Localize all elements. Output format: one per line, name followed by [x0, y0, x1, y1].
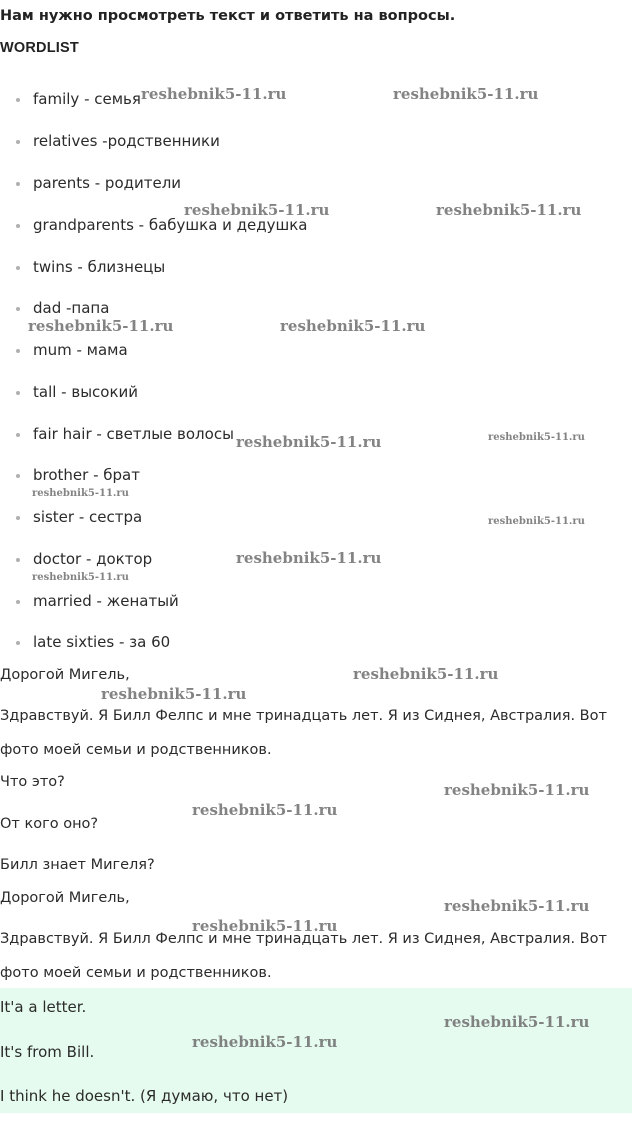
letter-greeting: Дорогой Мигель, — [0, 667, 130, 683]
list-item: family - семья — [33, 90, 141, 108]
watermark: reshebnik5-11.ru — [393, 85, 539, 103]
watermark: reshebnik5-11.ru — [444, 897, 590, 915]
watermark: reshebnik5-11.ru — [192, 917, 338, 935]
list-item: relatives -родственники — [33, 132, 220, 150]
letter-greeting: Дорогой Мигель, — [0, 890, 130, 906]
answer: It's from Bill. — [0, 1043, 95, 1061]
list-item: grandparents - бабушка и дедушка — [33, 216, 308, 234]
watermark: reshebnik5-11.ru — [32, 488, 129, 499]
letter-line: Здравствуй. Я Билл Фелпс и мне тринадцать лет. Я из Сиднея, Австралия. Вот — [0, 708, 607, 724]
letter-line: фото моей семьи и родственников. — [0, 742, 272, 758]
list-item: mum - мама — [33, 341, 128, 359]
list-item: married - женатый — [33, 592, 179, 610]
watermark: reshebnik5-11.ru — [280, 317, 426, 335]
list-item: fair hair - светлые волосы — [33, 425, 234, 443]
list-item: doctor - доктор — [33, 550, 153, 568]
answer: I think he doesn't. (Я думаю, что нет) — [0, 1087, 289, 1105]
question: Билл знает Мигеля? — [0, 857, 155, 873]
list-item: dad -папа — [33, 299, 110, 317]
watermark: reshebnik5-11.ru — [28, 317, 174, 335]
list-item: tall - высокий — [33, 383, 139, 401]
watermark: reshebnik5-11.ru — [32, 572, 129, 583]
watermark: reshebnik5-11.ru — [444, 781, 590, 799]
question: Что это? — [0, 774, 65, 790]
watermark: reshebnik5-11.ru — [488, 432, 585, 443]
answer: It'a a letter. — [0, 998, 87, 1016]
watermark: reshebnik5-11.ru — [236, 433, 382, 451]
letter-line: фото моей семьи и родственников. — [0, 965, 272, 981]
watermark: reshebnik5-11.ru — [192, 801, 338, 819]
watermark: reshebnik5-11.ru — [436, 201, 582, 219]
list-item: late sixties - за 60 — [33, 633, 171, 651]
question: От кого оно? — [0, 816, 99, 832]
intro-text: Нам нужно просмотреть текст и ответить на вопросы. — [0, 8, 456, 24]
watermark: reshebnik5-11.ru — [353, 665, 499, 683]
watermark: reshebnik5-11.ru — [444, 1013, 590, 1031]
watermark: reshebnik5-11.ru — [488, 516, 585, 527]
list-item: sister - сестра — [33, 508, 143, 526]
watermark: reshebnik5-11.ru — [236, 549, 382, 567]
watermark: reshebnik5-11.ru — [192, 1033, 338, 1051]
watermark: reshebnik5-11.ru — [141, 85, 287, 103]
list-item: twins - близнецы — [33, 258, 166, 276]
wordlist-title: WORDLIST — [0, 40, 79, 56]
letter-line: Здравствуй. Я Билл Фелпс и мне тринадцать лет. Я из Сиднея, Австралия. Вот — [0, 931, 607, 947]
watermark: reshebnik5-11.ru — [184, 201, 330, 219]
watermark: reshebnik5-11.ru — [101, 685, 247, 703]
list-item: brother - брат — [33, 466, 140, 484]
list-item: parents - родители — [33, 174, 182, 192]
